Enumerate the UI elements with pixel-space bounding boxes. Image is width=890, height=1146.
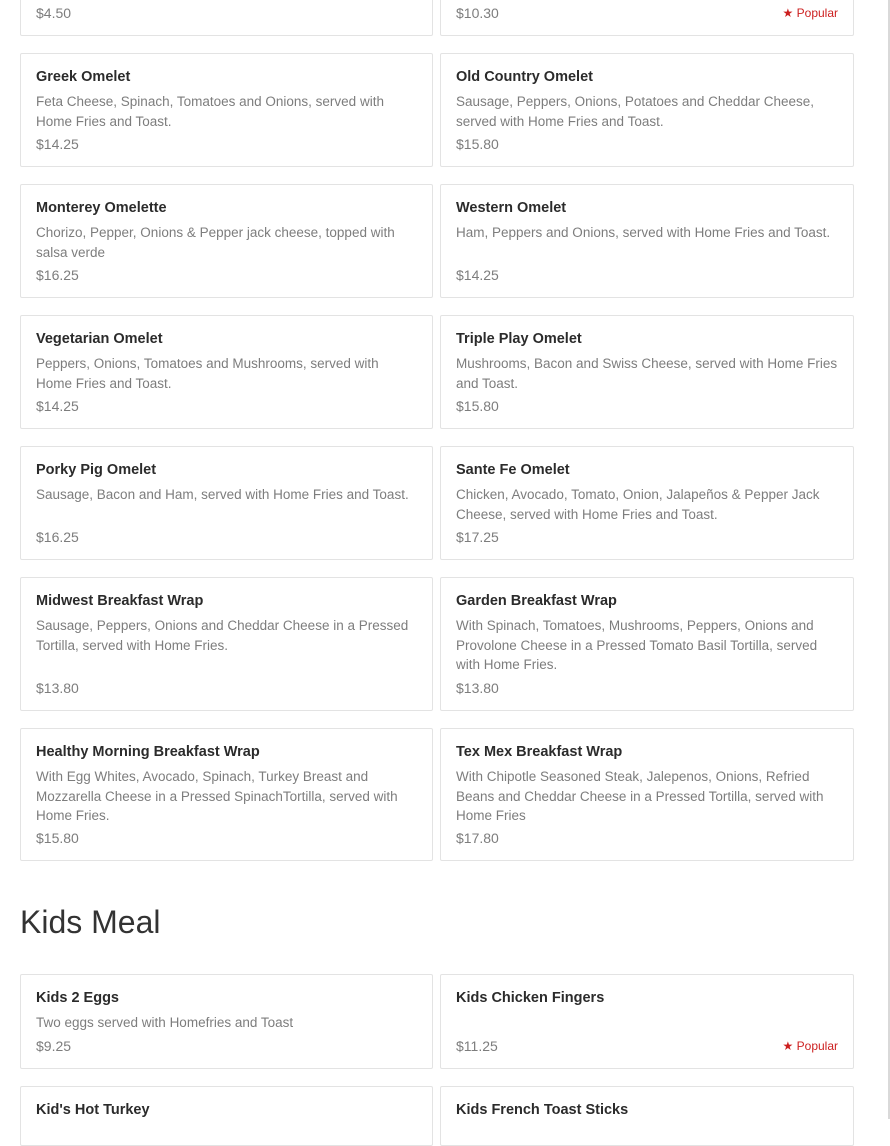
item-price: $15.80 (36, 830, 79, 846)
item-name: Tex Mex Breakfast Wrap (456, 744, 623, 760)
item-name: Kids 2 Eggs (36, 990, 119, 1006)
item-description: Sausage, Bacon and Ham, served with Home Fries and Toast. (36, 487, 409, 502)
item-description: With Egg Whites, Avocado, Spinach, Turkey Breast and Mozzarella Cheese in a Pressed SpinachTortilla, served with Home Fries. (36, 769, 398, 823)
item-name: Greek Omelet (36, 69, 131, 85)
item-name: Kids French Toast Sticks (456, 1102, 629, 1118)
menu-item-card[interactable] (440, 728, 854, 861)
item-name: Western Omelet (456, 200, 567, 216)
item-name: Monterey Omelette (36, 200, 167, 216)
menu-item-card[interactable] (440, 446, 854, 560)
item-description: Sausage, Peppers, Onions, Potatoes and Cheddar Cheese, served with Home Fries and Toast. (456, 94, 814, 129)
item-name: Healthy Morning Breakfast Wrap (36, 744, 260, 760)
item-price: $11.25 (456, 1038, 498, 1054)
menu-item-card[interactable] (20, 974, 433, 1069)
item-name: Midwest Breakfast Wrap (36, 593, 204, 609)
item-name: Old Country Omelet (456, 69, 593, 85)
item-price: $9.25 (36, 1038, 72, 1054)
item-description: Sausage, Peppers, Onions and Cheddar Cheese in a Pressed Tortilla, served with Home Fries. (36, 618, 409, 653)
item-price: $15.80 (456, 398, 499, 414)
menu-item-card[interactable] (440, 315, 854, 429)
item-price: $4.50 (36, 5, 72, 21)
menu-item-card[interactable] (440, 974, 854, 1069)
item-name: Kids Chicken Fingers (456, 990, 605, 1006)
item-name: Sante Fe Omelet (456, 462, 570, 478)
item-price: $14.25 (36, 398, 79, 414)
item-price: $17.80 (456, 830, 499, 846)
item-description: Chorizo, Pepper, Onions & Pepper jack cheese, topped with salsa verde (36, 225, 395, 260)
item-price: $17.25 (456, 529, 499, 545)
item-description: With Spinach, Tomatoes, Mushrooms, Peppers, Onions and Provolone Cheese in a Pressed Tomato Basil Tortilla, served with Home Fries. (456, 618, 818, 672)
item-description: With Chipotle Seasoned Steak, Jalepenos, Onions, Refried Beans and Cheddar Cheese in a Pressed Tortilla, served with Home Fries (456, 769, 824, 823)
menu-item-card[interactable] (20, 446, 433, 560)
item-description: Mushrooms, Bacon and Swiss Cheese, served with Home Fries and Toast. (456, 356, 838, 391)
item-description: Two eggs served with Homefries and Toast (36, 1015, 294, 1030)
item-name: Garden Breakfast Wrap (456, 593, 617, 609)
item-name: Vegetarian Omelet (36, 331, 163, 347)
section-title-kids-meal: Kids Meal (20, 904, 161, 940)
menu-item-card[interactable] (20, 728, 433, 861)
item-description: Ham, Peppers and Onions, served with Home Fries and Toast. (456, 225, 831, 240)
item-name: Porky Pig Omelet (36, 462, 157, 478)
item-price: $14.25 (456, 267, 499, 283)
item-price: $16.25 (36, 267, 79, 283)
menu-item-card[interactable] (440, 184, 854, 298)
menu-item-card[interactable] (440, 0, 854, 36)
popular-badge: ★ Popular (782, 6, 838, 20)
menu-item-card[interactable] (20, 184, 433, 298)
menu-item-card[interactable] (20, 315, 433, 429)
item-price: $13.80 (456, 680, 499, 696)
menu-item-card[interactable] (20, 577, 433, 711)
item-price: $13.80 (36, 680, 79, 696)
menu-item-card[interactable] (20, 53, 433, 167)
item-name: Kid's Hot Turkey (36, 1102, 150, 1118)
menu-item-card[interactable] (20, 0, 433, 36)
item-name: Triple Play Omelet (456, 331, 582, 347)
item-price: $15.80 (456, 136, 499, 152)
item-price: $16.25 (36, 529, 79, 545)
item-price: $10.30 (456, 5, 499, 21)
item-price: $14.25 (36, 136, 79, 152)
menu-item-card[interactable] (440, 53, 854, 167)
popular-badge: ★ Popular (782, 1039, 838, 1053)
menu-item-card[interactable] (20, 1086, 433, 1146)
item-description: Feta Cheese, Spinach, Tomatoes and Onions, served with Home Fries and Toast. (36, 94, 384, 129)
item-description: Peppers, Onions, Tomatoes and Mushrooms, served with Home Fries and Toast. (36, 356, 379, 391)
menu-item-card[interactable] (440, 577, 854, 711)
item-description: Chicken, Avocado, Tomato, Onion, Jalapeños & Pepper Jack Cheese, served with Home Fries and Toast. (456, 487, 820, 522)
menu-item-card[interactable] (440, 1086, 854, 1146)
